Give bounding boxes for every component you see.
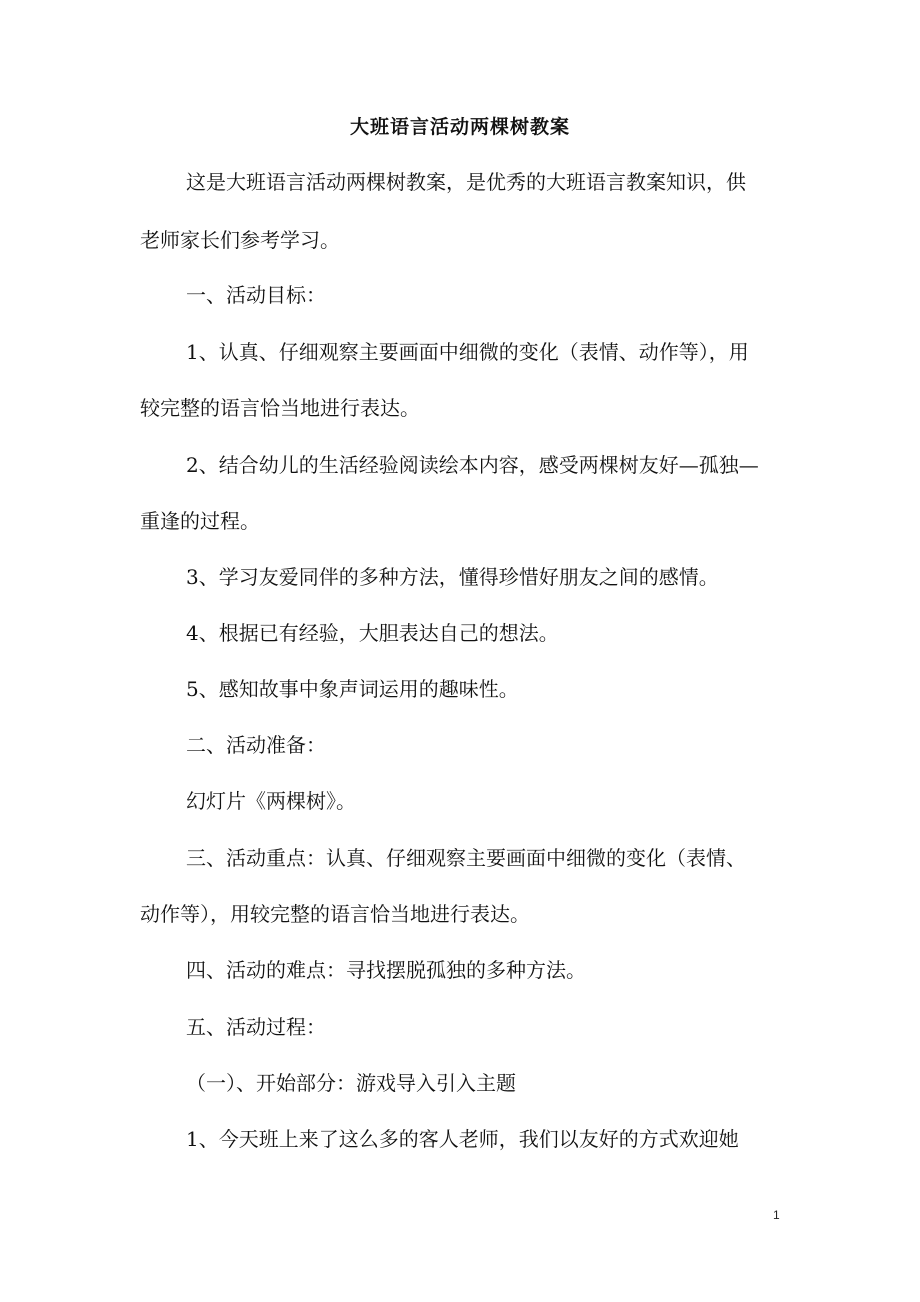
- paragraph-line: 1、认真、仔细观察主要画面中细微的变化（表情、动作等），用: [186, 340, 749, 364]
- paragraph-line: 1、今天班上来了这么多的客人老师，我们以友好的方式欢迎她: [186, 1127, 739, 1151]
- paragraph-line: 幻灯片《两棵树》。: [186, 789, 356, 813]
- paragraph-line: 较完整的语言恰当地进行表达。: [140, 396, 420, 420]
- paragraph-line: 四、活动的难点：寻找摆脱孤独的多种方法。: [186, 958, 586, 982]
- paragraph-line: 4、根据已有经验，大胆表达自己的想法。: [186, 621, 559, 645]
- paragraph-line: 2、结合幼儿的生活经验阅读绘本内容，感受两棵树友好—孤独—: [186, 453, 759, 477]
- section-heading-goals: 一、活动目标：: [186, 283, 326, 307]
- document-title: 大班语言活动两棵树教案: [349, 116, 570, 138]
- paragraph-line: 重逢的过程。: [140, 509, 260, 533]
- paragraph-line: 5、感知故事中象声词运用的趣味性。: [186, 677, 519, 701]
- section-heading-preparation: 二、活动准备：: [186, 733, 326, 757]
- paragraph-line: 3、学习友爱同伴的多种方法，懂得珍惜好朋友之间的感情。: [186, 565, 719, 589]
- page-number: 1: [773, 1208, 780, 1222]
- paragraph-line: 三、活动重点：认真、仔细观察主要画面中细微的变化（表情、: [186, 846, 746, 870]
- paragraph-line: 这是大班语言活动两棵树教案，是优秀的大班语言教案知识，供: [186, 170, 746, 194]
- paragraph-line: 老师家长们参考学习。: [140, 228, 340, 252]
- paragraph-line: 动作等），用较完整的语言恰当地进行表达。: [140, 902, 530, 926]
- section-heading-process: 五、活动过程：: [186, 1015, 326, 1039]
- paragraph-line: （一）、开始部分：游戏导入引入主题: [186, 1071, 516, 1095]
